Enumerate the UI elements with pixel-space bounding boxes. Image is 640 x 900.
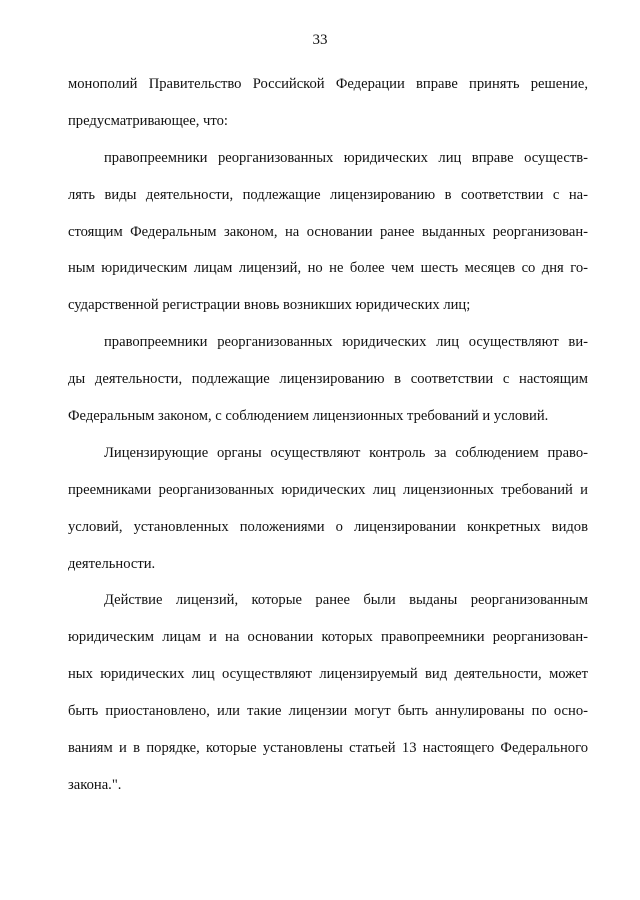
paragraph-3 xyxy=(68,324,588,435)
text-line: деятельности. xyxy=(68,555,156,572)
text-line: ным юридическим лицам лицензий, но не более чем шесть месяцев со дня го- xyxy=(68,260,588,277)
text-line: быть приостановлено, или такие лицензии могут быть аннулированы по осно- xyxy=(68,703,588,720)
text-line: предусматривающее, что: xyxy=(68,112,228,129)
text-line: ваниям и в порядке, которые установлены статьей 13 настоящего Федерального xyxy=(68,740,588,757)
text-line: Действие лицензий, которые ранее были выданы реорганизованным xyxy=(104,592,588,609)
text-line: лять виды деятельности, подлежащие лицензированию в соответствии с на- xyxy=(68,186,588,203)
text-line: сударственной регистрации вновь возникших юридических лиц; xyxy=(68,297,471,314)
document-body xyxy=(68,66,588,804)
text-line: ных юридических лиц осуществляют лицензируемый вид деятельности, может xyxy=(68,666,588,683)
text-line: стоящим Федеральным законом, на основании ранее выданных реорганизован- xyxy=(68,223,588,240)
text-line: преемниками реорганизованных юридических лиц лицензионных требований и xyxy=(68,481,588,498)
text-line: юридическим лицам и на основании которых правопреемники реорганизован- xyxy=(68,629,588,646)
page-number: 33 xyxy=(312,32,328,48)
text-line: правопреемники реорганизованных юридических лиц осуществляют ви- xyxy=(104,334,588,351)
text-line: ды деятельности, подлежащие лицензированию в соответствии с настоящим xyxy=(68,371,588,388)
text-line: Федеральным законом, с соблюдением лицензионных требований и условий. xyxy=(68,408,549,425)
text-line: правопреемники реорганизованных юридических лиц вправе осуществ- xyxy=(104,149,588,166)
text-line: закона.". xyxy=(68,776,122,793)
paragraph-2 xyxy=(68,140,588,324)
text-line: монополий Правительство Российской Федерации вправе принять решение, xyxy=(68,76,588,92)
paragraph-5 xyxy=(68,582,588,803)
paragraph-4 xyxy=(68,435,588,583)
paragraph-1 xyxy=(68,66,588,140)
text-line: условий, установленных положениями о лицензировании конкретных видов xyxy=(68,518,588,535)
text-line: Лицензирующие органы осуществляют контроль за соблюдением право- xyxy=(104,444,588,461)
